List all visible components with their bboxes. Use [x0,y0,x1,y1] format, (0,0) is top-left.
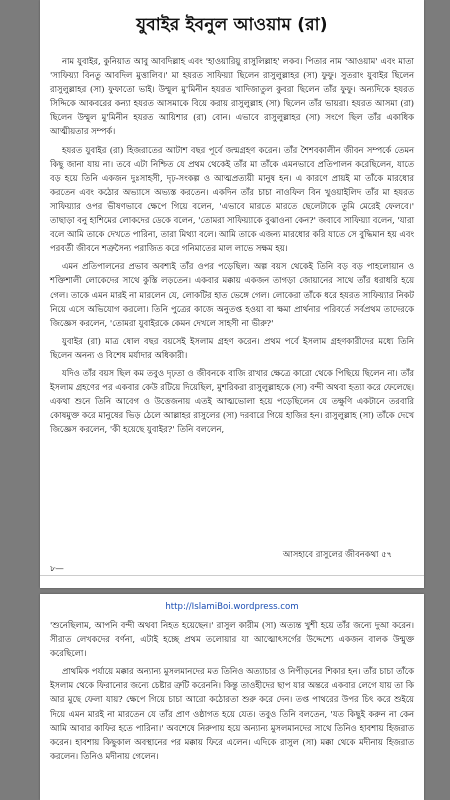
paragraph: প্রাথমিক পর্যায়ে মক্কার অন্যান্য মুসলমানদের মত তিনিও অত্যাচার ও নিপীড়নের শিকার হন। তাঁর চাচা তাঁকে ইসলাম থেকে ফিরানোর জন্যে চেষ্টার ত্রুটি করেননি। কিন্তু তাওহীদের ছাপ যার অন্তরে একবার লেগে যায় তা কি আর মুছে ফেলা যায়? ক্ষেপে গিয়ে চাচা আরো কঠোরতা শুরু করে দেন। তপ্ত পাথরের উপর চিৎ করে শুইয়ে দিয়ে এমন মারই না মারতেন যে তাঁর প্রাণ ওষ্ঠাগত হয়ে যেত। তবুও তিনি বলতেন, 'যত কিছুই করুন না কেন আমি আবার কাফির হতে পারিনা।' অবশেষে নিরুপায় হয়ে অন্যান্য মুসলমানদের সাথে তিনিও হাবশায় হিজরাত করেন। হাবশায় কিছুকাল অবস্থানের পর মক্কায় ফিরে এলেন। এদিকে রাসুল (সা) মক্কা থেকে মদীনায় হিজরাত করলেন। তিনিও মদীনায় গেলেন। [50,666,414,761]
chapter-title: যুবাইর ইবনুল আওয়াম (রা) [136,15,328,35]
website-url: http://IslamiBoi.wordpress.com [165,602,299,612]
page-body [40,618,424,763]
page-body [40,54,424,436]
paragraph: যদিও তাঁর বয়স ছিল কম তবুও দৃঢ়তা ও জীবনকে বাজি রাখার ক্ষেত্রে কারো থেকে পিছিয়ে ছিলেন না। তাঁর ইসলাম গ্রহণের পর একবার কেউ রটিয়ে দিয়েছিল, মুশরিকরা রাসুলুল্লাহকে (সা) বন্দী অথবা হত্যা করে ফেলেছে। একথা শুনে তিনি আবেগ ও উত্তেজনায় এতই আত্মভোলা হয়ে পড়েছিলেন যে তক্ষুণি একটানে তরবারি কোষমুক্ত করে মানুষের ভিড় ঠেলে আল্লাহর রাসুলের (সা) দরবারে গিয়ে হাজির হন। রাসুলুল্লাহ (সা) তাঁকে দেখে জিজ্ঞেস করলেন, 'কী হয়েছে যুবাইর?' তিনি বললেন, [50,367,414,435]
paragraph: যুবাইর (রা) মাত্র ষোল বছর বয়সেই ইসলাম গ্রহণ করেন। প্রথম পর্বে ইসলাম গ্রহণকারীদের মধ্যে তিনি ছিলেন অনন্য ও বিশেষ মর্যাদার অধিকারী। [50,335,414,360]
running-title: আসহাবে রাসুলের জীবনকথা ৫৭ [282,549,392,559]
paragraph: 'শুনেছিলাম, আপনি বন্দী অথবা নিহত হয়েছেন।' রাসুল কারীম (সা) অত্যন্ত খুশী হয়ে তাঁর জন্যে দুআ করেন। সীরাত লেখকদের বর্ণনা, এটাই হচ্ছে প্রথম তলোয়ার যা আত্মোৎসর্গের উদ্দেশ্যে একজন বালক উন্মুক্ত করেছিলো। [50,620,414,659]
book-page-next [40,594,424,800]
paragraph: নাম যুবাইর, কুনিয়াত আবু আবদিল্লাহ এবং 'হাওয়ারিয়ু রাসুলিল্লাহ' লকব। পিতার নাম 'আওয়াম' এবং মাতা 'সাফিয়্যা বিনতু আবদিল মুত্তালিব।' মা হযরত সাফিয়্যা ছিলেন রাসুলুল্লাহর (সা) ফুফু। সুতরাং যুবাইর ছিলেন রাসুলুল্লাহর (সা) ফুফাতো ভাই। উম্মুল মু'মিনীন হযরত খাদিজাতুল কুবরা ছিলেন তাঁর ফুফু। অন্যদিকে হযরত সিদ্দিকে আকবরের কন্যা হযরত আসমাকে বিয়ে করায় রাসুলুল্লাহ (সা) ছিলেন তাঁর ভায়রা। হযরত আসমা (রা) ছিলেন উম্মুল মু'মিনীন হযরত আয়িশার (রা) বোন। এভাবে রাসুলুল্লাহর (সা) সংগে ছিল তাঁর একাধিক আত্মীয়তার সম্পর্ক। [50,56,414,137]
page-number: ৮— [50,563,64,573]
book-page-57 [40,0,424,588]
paragraph: হযরত যুবাইর (রা) হিজরাতের আটাশ বছর পূর্বে জন্মগ্রহণ করেন। তাঁর শৈশবকালীন জীবন সম্পর্কে তেমন কিছু জানা যায় না। তবে এটা নিশ্চিত যে প্রথম থেকেই তাঁর মা তাঁকে এমনভাবে প্রতিপালন করেছিলেন, যাতে বড় হয়ে তিনি একজন দুঃসাহসী, দৃঢ়-সংকল্প ও আত্মপ্রত্যয়ী মানুষ হন। এ কারণে প্রায়ই মা তাঁকে মারধোর করতেন এবং কঠোর অভ্যাসে অভ্যস্ত করতেন। একদিন তাঁর চাচা নাওফিল বিন খুওয়াইলিদ তাঁর মা হযরত সাফিয়্যার ওপর ভীষণভাবে ক্ষেপে গিয়ে বলেন, 'এভাবে মারতে মারতে ছেলেটাকে তুমি মেরেই ফেলবে।' তাছাড়া বনু হাশিমের লোকদের ডেকে বলেন, 'তোমরা সাফিয়্যাকে বুঝাওনা কেন?' জবাবে সাফিয়্যা বলেন, 'যারা বলে আমি তাকে দেখতে পারিনা, তারা মিথ্যা বলে। আমি তাকে এজন্য মারধোর করি যাতে সে বুদ্ধিমান হয় এবং পরবর্তী জীবনে শত্রুসৈন্য পরাজিত করে গনিমাতের মাল লাভে সক্ষম হয়। [50,144,414,254]
paragraph: এমন প্রতিপালনের প্রভাব অবশ্যই তাঁর ওপর পড়েছিল। অল্প বয়স থেকেই তিনি বড় বড় পাহলোয়ান ও শক্তিশালী লোকেদের সাথে কুস্তি লড়তেন। একবার মক্কায় একজন তাগড়া জোয়ানের সাথে তাঁর ধরাধরি হয়ে গেল। তাকে এমন মারই না মারলেন যে, লোকটির হাত ভেঙ্গে গেল। লোকেরা তাঁকে ধরে হযরত সাফিয়্যার নিকট নিয়ে এসে অভিযোগ করলো। তিনি পুত্রের কাজে অনুতপ্ত হওয়া বা ক্ষমা প্রার্থনার পরিবর্তে সর্বপ্রথম তাদেরকে জিজ্ঞেস করলেন, 'তোমরা যুবাইরকে কেমন দেখলে সাহসী না ভীরু?' [50,261,414,328]
page-bottom-rule [40,575,424,576]
